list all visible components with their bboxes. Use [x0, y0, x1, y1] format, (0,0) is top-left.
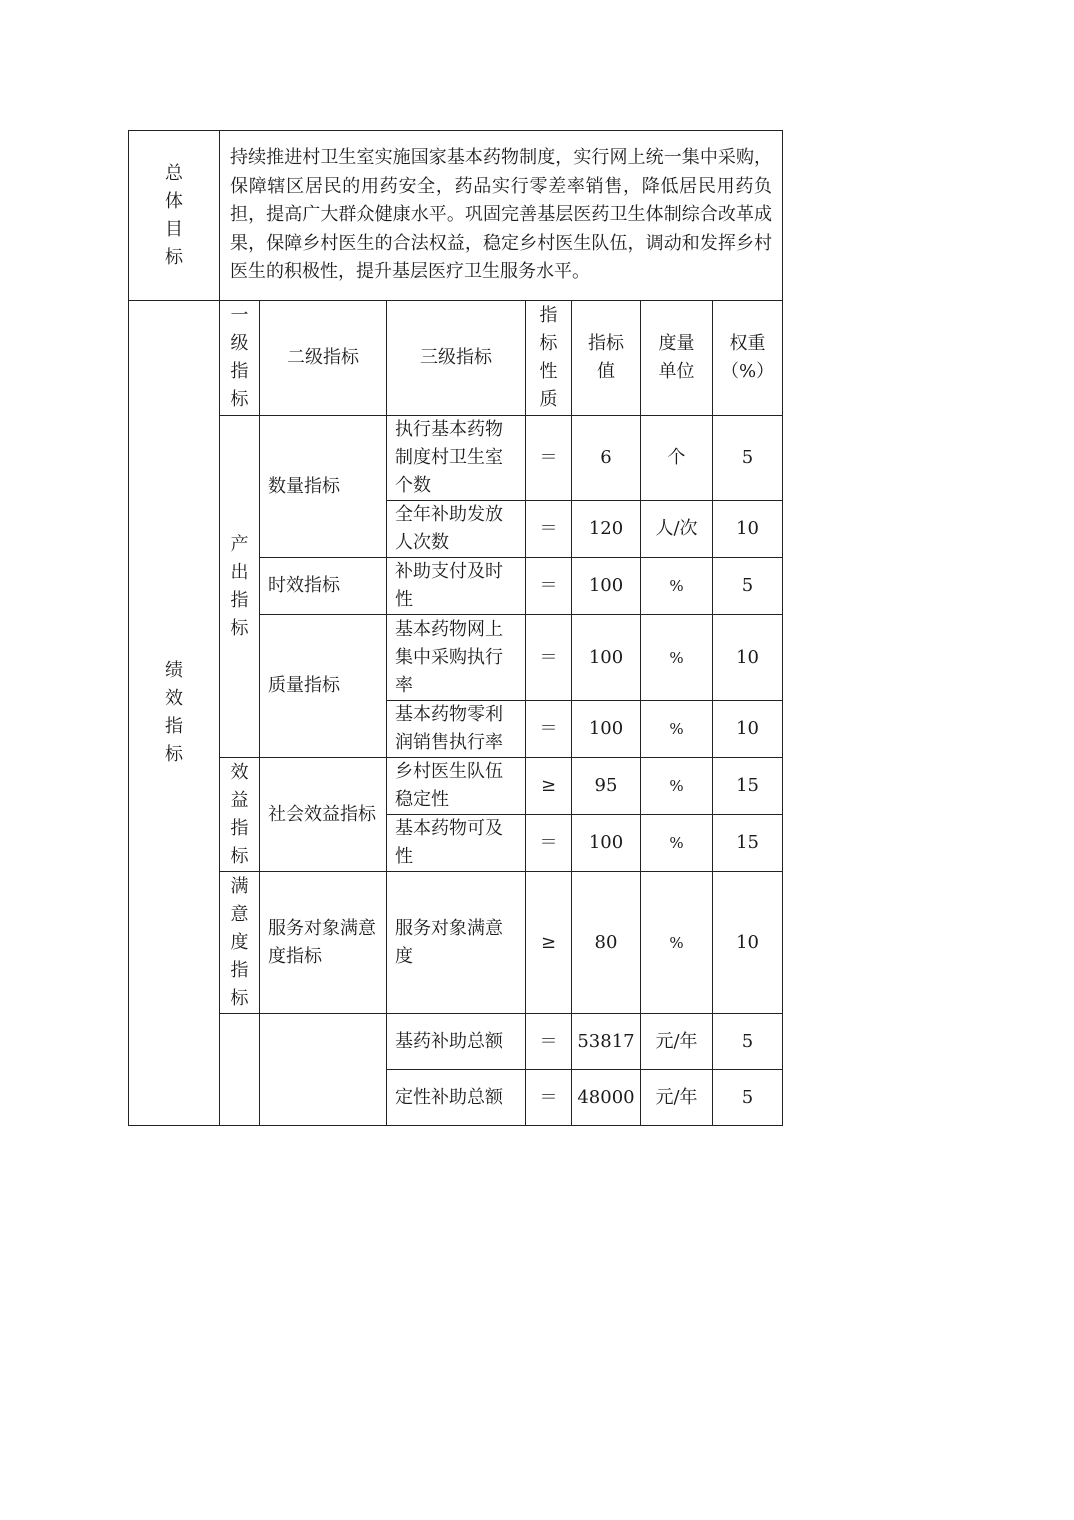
row-weight: 5 — [713, 1014, 783, 1070]
level2-quantity: 数量指标 — [260, 416, 387, 558]
row-value: 100 — [572, 558, 641, 615]
row-nature: ＝ — [526, 1014, 572, 1070]
row-weight: 5 — [713, 416, 783, 501]
header-value: 指标 值 — [572, 301, 641, 416]
row-weight: 10 — [713, 615, 783, 701]
performance-table — [128, 130, 783, 1126]
group-satisfaction: 满 意 度 指 标 — [220, 872, 260, 1014]
goal-text: 持续推进村卫生室实施国家基本药物制度，实行网上统一集中采购，保障辖区居民的用药安全，药品实行零差率销售，降低居民用药负担，提高广大群众健康水平。巩固完善基层医药卫生体制综合改革成果，保障乡村医生的合法权益，稳定乡村医生队伍，调动和发挥乡村医生的积极性，提升基层医疗卫生服务水平。 — [220, 131, 783, 301]
empty-level2-cell — [260, 1014, 387, 1126]
row-value: 6 — [572, 416, 641, 501]
row-value: 100 — [572, 815, 641, 872]
row-nature: ＝ — [526, 701, 572, 758]
row-weight: 10 — [713, 501, 783, 558]
header-level2: 二级指标 — [260, 301, 387, 416]
row-weight: 5 — [713, 558, 783, 615]
row-nature: ＝ — [526, 416, 572, 501]
row-unit: % — [641, 758, 713, 815]
table-row — [129, 872, 783, 1014]
header-weight: 权重 （%） — [713, 301, 783, 416]
row-name: 补助支付及时性 — [387, 558, 526, 615]
row-unit: % — [641, 701, 713, 758]
performance-label: 绩 效 指 标 — [129, 301, 220, 1126]
row-nature: ≥ — [526, 758, 572, 815]
header-level1: 一 级 指 标 — [220, 301, 260, 416]
goal-label: 总 体 目 标 — [129, 131, 220, 301]
row-name: 定性补助总额 — [387, 1070, 526, 1126]
row-nature: ≥ — [526, 872, 572, 1014]
row-nature: ＝ — [526, 1070, 572, 1126]
goal-row — [129, 131, 783, 301]
empty-level1-cell — [220, 1014, 260, 1126]
group-benefit: 效 益 指 标 — [220, 758, 260, 872]
row-nature: ＝ — [526, 815, 572, 872]
row-name: 基本药物零利润销售执行率 — [387, 701, 526, 758]
row-unit: 元/年 — [641, 1014, 713, 1070]
row-name: 基本药物可及性 — [387, 815, 526, 872]
level2-social: 社会效益指标 — [260, 758, 387, 872]
row-unit: % — [641, 615, 713, 701]
header-unit: 度量 单位 — [641, 301, 713, 416]
row-name: 全年补助发放人次数 — [387, 501, 526, 558]
row-value: 100 — [572, 701, 641, 758]
header-row — [129, 301, 783, 416]
header-nature: 指 标 性 质 — [526, 301, 572, 416]
group-output: 产 出 指 标 — [220, 416, 260, 758]
row-value: 95 — [572, 758, 641, 815]
row-name: 服务对象满意度 — [387, 872, 526, 1014]
level2-service: 服务对象满意度指标 — [260, 872, 387, 1014]
row-value: 80 — [572, 872, 641, 1014]
row-name: 基本药物网上集中采购执行率 — [387, 615, 526, 701]
header-level3: 三级指标 — [387, 301, 526, 416]
row-unit: 个 — [641, 416, 713, 501]
row-weight: 10 — [713, 872, 783, 1014]
level2-timeliness: 时效指标 — [260, 558, 387, 615]
row-value: 120 — [572, 501, 641, 558]
table-row — [129, 758, 783, 815]
row-nature: ＝ — [526, 615, 572, 701]
table-row — [129, 416, 783, 501]
row-nature: ＝ — [526, 501, 572, 558]
row-value: 48000 — [572, 1070, 641, 1126]
row-nature: ＝ — [526, 558, 572, 615]
row-unit: 人/次 — [641, 501, 713, 558]
row-unit: % — [641, 872, 713, 1014]
row-unit: 元/年 — [641, 1070, 713, 1126]
row-weight: 10 — [713, 701, 783, 758]
row-value: 100 — [572, 615, 641, 701]
row-weight: 15 — [713, 815, 783, 872]
row-name: 执行基本药物制度村卫生室个数 — [387, 416, 526, 501]
table-row — [129, 1014, 783, 1070]
row-unit: % — [641, 558, 713, 615]
row-unit: % — [641, 815, 713, 872]
row-value: 53817 — [572, 1014, 641, 1070]
row-weight: 5 — [713, 1070, 783, 1126]
row-name: 乡村医生队伍稳定性 — [387, 758, 526, 815]
row-name: 基药补助总额 — [387, 1014, 526, 1070]
level2-quality: 质量指标 — [260, 615, 387, 758]
row-weight: 15 — [713, 758, 783, 815]
